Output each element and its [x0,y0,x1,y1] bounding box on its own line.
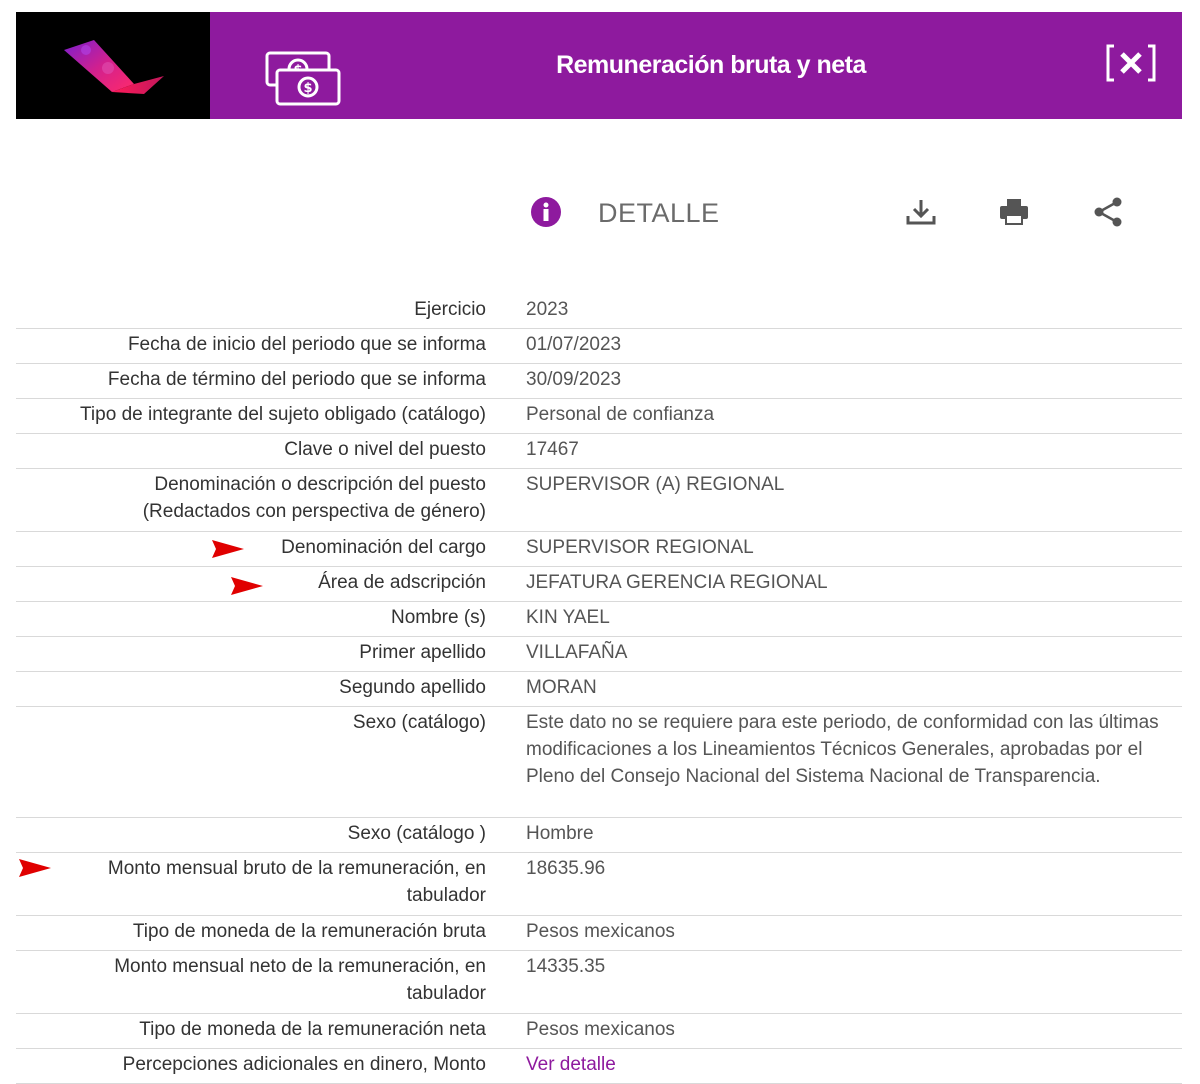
brand-logo-icon [16,12,210,119]
detail-row [16,853,1182,916]
detail-label: Sexo (catálogo ) [347,823,486,844]
detail-row [16,532,1182,567]
brand-logo [16,12,210,119]
detail-heading: DETALLE [598,198,720,228]
money-bills-icon [264,50,344,113]
detail-label: Monto mensual neto de la remuneración, en tabulador [114,956,486,1004]
share-icon[interactable] [1092,196,1124,228]
info-icon[interactable] [530,196,562,233]
detail-row [16,434,1182,469]
detail-list [16,294,1182,1084]
share-button[interactable] [1092,196,1124,233]
detail-value: MORAN [526,677,597,698]
detail-value: 2023 [526,299,569,320]
detail-label: Ejercicio [414,299,486,320]
red-arrow-icon [212,540,244,558]
detail-row [16,818,1182,853]
detail-value: 01/07/2023 [526,334,622,355]
red-arrow-icon [19,859,51,877]
detail-value: 14335.35 [526,956,606,977]
detail-row [16,294,1182,329]
detail-value: Hombre [526,823,594,844]
detail-row [16,1014,1182,1049]
detail-row [16,637,1182,672]
detail-row [16,399,1182,434]
detail-value: SUPERVISOR REGIONAL [526,537,754,558]
detail-value: Pesos mexicanos [526,1019,675,1040]
detail-value: 18635.96 [526,858,606,879]
detail-label: Clave o nivel del puesto [284,439,486,460]
detail-toolbar [0,190,1200,240]
detail-value: JEFATURA GERENCIA REGIONAL [526,572,828,593]
modal-title: Remuneración bruta y neta [556,51,866,79]
detail-label: Fecha de término del periodo que se informa [107,369,486,390]
detail-row [16,707,1182,818]
detail-row [16,469,1182,532]
detail-row [16,672,1182,707]
detail-value: SUPERVISOR (A) REGIONAL [526,474,785,495]
detail-value: VILLAFAÑA [526,642,628,663]
detail-label: Denominación del cargo [281,537,486,558]
detail-label: Percepciones adicionales en dinero, Monto [122,1054,486,1075]
detail-label: Tipo de integrante del sujeto obligado (catálogo) [80,404,486,425]
svg-text:$: $ [303,81,313,96]
detail-value: Personal de confianza [526,404,715,425]
close-icon[interactable] [1104,43,1158,83]
detail-row [16,951,1182,1014]
detail-row [16,329,1182,364]
red-arrow-icon [231,577,263,595]
detail-label: Tipo de moneda de la remuneración bruta [132,921,486,942]
detail-label: Primer apellido [359,642,486,663]
detail-value: 30/09/2023 [526,369,622,390]
detail-label: Nombre (s) [390,607,486,628]
ver-detalle-link[interactable]: Ver detalle [526,1054,616,1075]
print-icon[interactable] [998,196,1030,228]
detail-label: Fecha de inicio del periodo que se informa [127,334,486,355]
detail-row [16,602,1182,637]
detail-value: Pesos mexicanos [526,921,675,942]
detail-label: Monto mensual bruto de la remuneración, en tabulador [107,858,486,906]
detail-value: KIN YAEL [526,607,610,628]
print-button[interactable] [998,196,1030,233]
detail-row [16,364,1182,399]
detail-row [16,1049,1182,1084]
detail-value: 17467 [526,439,579,460]
detail-label: Denominación o descripción del puesto (Redactados con perspectiva de género) [142,474,486,522]
detail-label: Segundo apellido [339,677,486,698]
close-button[interactable] [1104,40,1158,86]
detail-value: Este dato no se requiere para este periodo, de conformidad con las últimas modificaciones a los Lineamientos Técnicos Generales, aprobadas por el Pleno del Consejo Nacional del Sistema Nacional de Transparencia. [526,712,1159,787]
download-button[interactable] [904,196,938,233]
detail-label: Sexo (catálogo) [352,712,486,733]
detail-row [16,916,1182,951]
detail-row [16,567,1182,602]
detail-label: Tipo de moneda de la remuneración neta [139,1019,486,1040]
download-icon[interactable] [904,196,938,228]
detail-label: Área de adscripción [318,572,486,593]
modal-header [16,12,1182,119]
